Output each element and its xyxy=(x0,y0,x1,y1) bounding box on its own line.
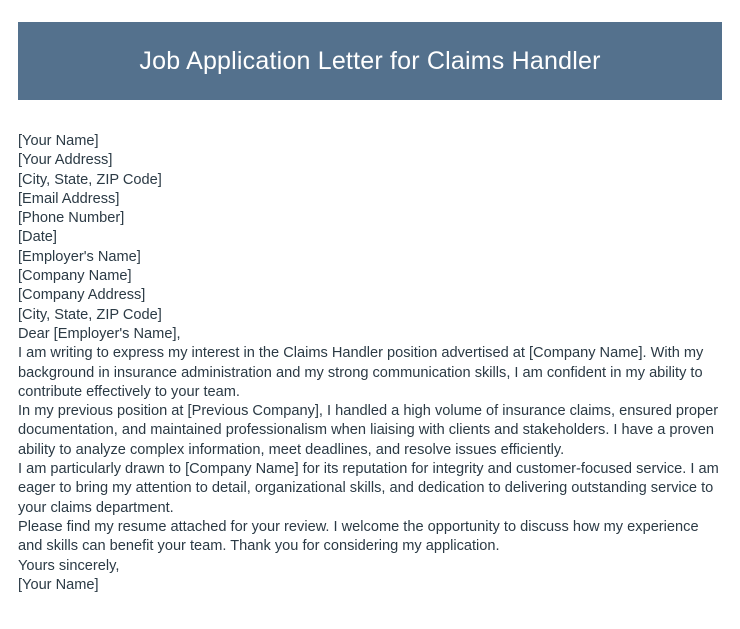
address-line: [Employer's Name] xyxy=(18,248,141,265)
salutation: Dear [Employer's Name], xyxy=(18,325,181,342)
body-paragraph: In my previous position at [Previous Company], I handled a high volume of insurance claims, ensured proper documentation, and maintained professionalism when liaising with clients and stakeholders. I have a proven ability to analyze complex information, meet deadlines, and resolve issues efficiently. xyxy=(18,403,719,458)
address-line: [Email Address] xyxy=(18,190,120,207)
address-line: [City, State, ZIP Code] xyxy=(18,306,162,323)
address-line: [Company Address] xyxy=(18,287,146,304)
document-header-band xyxy=(18,22,722,100)
closing: Yours sincerely, xyxy=(18,557,120,574)
body-paragraph: I am writing to express my interest in the Claims Handler position advertised at [Company Name]. With my background in insurance administration and my strong communication skills, I am confident in my ability to contribute effectively to your team. xyxy=(18,345,704,400)
body-paragraph: I am particularly drawn to [Company Name] for its reputation for integrity and customer-focused service. I am eager to bring my attention to detail, organizational skills, and dedication to delivering outstanding service to your claims department. xyxy=(18,461,719,516)
address-line: [Company Name] xyxy=(18,268,132,285)
letter-body xyxy=(18,132,724,595)
signature: [Your Name] xyxy=(18,576,99,593)
address-line: [Date] xyxy=(18,229,57,246)
body-paragraph: Please find my resume attached for your review. I welcome the opportunity to discuss how my experience and skills can benefit your team. Thank you for considering my application. xyxy=(18,518,699,555)
address-line: [Your Address] xyxy=(18,152,113,169)
address-line: [City, State, ZIP Code] xyxy=(18,171,162,188)
page-title: Job Application Letter for Claims Handler xyxy=(139,47,601,75)
address-line: [Phone Number] xyxy=(18,210,125,227)
address-line: [Your Name] xyxy=(18,133,99,149)
